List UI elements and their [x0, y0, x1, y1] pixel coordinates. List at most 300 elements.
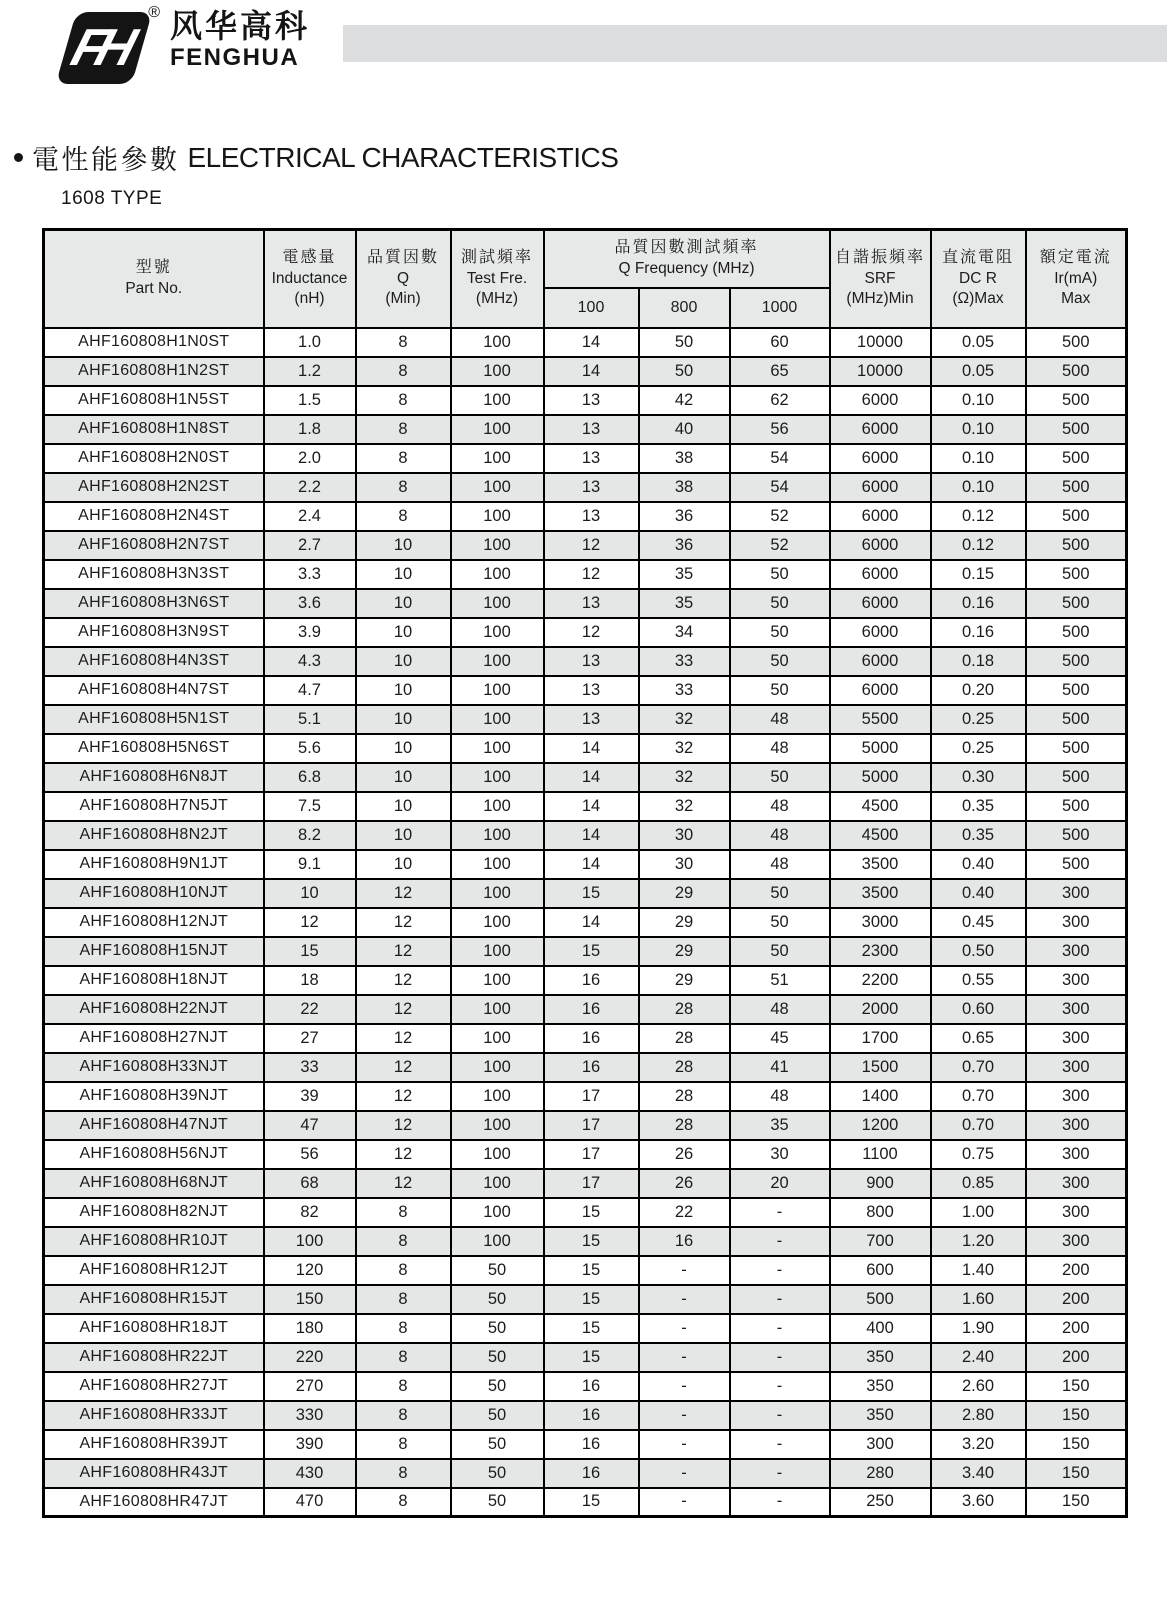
cell-part-no: AHF160808HR22JT: [44, 1343, 264, 1372]
cell-ir: 150: [1026, 1430, 1127, 1459]
cell-qfreq-800: 36: [639, 531, 730, 560]
cell-q: 10: [356, 792, 451, 821]
cell-q: 10: [356, 763, 451, 792]
section-title-english: ELECTRICAL CHARACTERISTICS: [187, 141, 619, 173]
cell-srf: 1200: [830, 1111, 931, 1140]
cell-srf: 2200: [830, 966, 931, 995]
table-row: [44, 1111, 1127, 1140]
cell-dcr: 0.70: [931, 1111, 1026, 1140]
cell-inductance: 33: [264, 1053, 356, 1082]
cell-qfreq-100: 14: [544, 850, 639, 879]
table-row: [44, 502, 1127, 531]
cell-ir: 200: [1026, 1343, 1127, 1372]
cell-test-fre: 100: [451, 792, 544, 821]
cell-dcr: 0.10: [931, 415, 1026, 444]
cell-qfreq-1000: -: [730, 1343, 830, 1372]
cell-qfreq-100: 16: [544, 1053, 639, 1082]
cell-dcr: 2.80: [931, 1401, 1026, 1430]
cell-test-fre: 50: [451, 1314, 544, 1343]
cell-test-fre: 100: [451, 734, 544, 763]
cell-part-no: AHF160808H2N0ST: [44, 444, 264, 473]
cell-q: 12: [356, 1111, 451, 1140]
cell-qfreq-800: 28: [639, 1053, 730, 1082]
cell-dcr: 3.20: [931, 1430, 1026, 1459]
cell-qfreq-800: 33: [639, 647, 730, 676]
cell-qfreq-100: 13: [544, 705, 639, 734]
cell-q: 8: [356, 386, 451, 415]
cell-qfreq-100: 15: [544, 937, 639, 966]
registered-trademark-icon: ®: [148, 4, 160, 21]
cell-inductance: 47: [264, 1111, 356, 1140]
cell-qfreq-800: -: [639, 1256, 730, 1285]
cell-q: 8: [356, 1401, 451, 1430]
cell-qfreq-1000: 20: [730, 1169, 830, 1198]
table-row: [44, 1401, 1127, 1430]
cell-ir: 500: [1026, 357, 1127, 386]
cell-q: 8: [356, 1343, 451, 1372]
cell-srf: 6000: [830, 386, 931, 415]
cell-qfreq-800: 34: [639, 618, 730, 647]
cell-dcr: 0.65: [931, 1024, 1026, 1053]
col-header-qfreq-1000: 1000: [730, 288, 830, 328]
table-row: [44, 937, 1127, 966]
cell-inductance: 3.3: [264, 560, 356, 589]
cell-qfreq-1000: 50: [730, 763, 830, 792]
cell-test-fre: 100: [451, 444, 544, 473]
cell-qfreq-1000: 30: [730, 1140, 830, 1169]
table-row: [44, 444, 1127, 473]
cell-part-no: AHF160808HR27JT: [44, 1372, 264, 1401]
cell-qfreq-100: 16: [544, 1430, 639, 1459]
cell-qfreq-100: 12: [544, 531, 639, 560]
cell-test-fre: 100: [451, 502, 544, 531]
cell-test-fre: 100: [451, 386, 544, 415]
cell-qfreq-800: 29: [639, 966, 730, 995]
cell-qfreq-100: 16: [544, 1024, 639, 1053]
cell-inductance: 15: [264, 937, 356, 966]
cell-test-fre: 100: [451, 676, 544, 705]
cell-test-fre: 100: [451, 1082, 544, 1111]
cell-part-no: AHF160808H1N2ST: [44, 357, 264, 386]
cell-qfreq-800: 50: [639, 328, 730, 357]
cell-qfreq-1000: 56: [730, 415, 830, 444]
cell-srf: 350: [830, 1343, 931, 1372]
cell-qfreq-1000: 48: [730, 1082, 830, 1111]
cell-inductance: 10: [264, 879, 356, 908]
cell-qfreq-1000: 54: [730, 473, 830, 502]
cell-qfreq-100: 17: [544, 1082, 639, 1111]
cell-srf: 5000: [830, 734, 931, 763]
cell-dcr: 0.10: [931, 386, 1026, 415]
cell-srf: 1100: [830, 1140, 931, 1169]
cell-inductance: 39: [264, 1082, 356, 1111]
cell-q: 8: [356, 1256, 451, 1285]
cell-qfreq-800: 30: [639, 821, 730, 850]
table-row: [44, 1343, 1127, 1372]
cell-qfreq-800: 38: [639, 473, 730, 502]
table-body: [44, 328, 1127, 1517]
cell-inductance: 3.6: [264, 589, 356, 618]
cell-inductance: 8.2: [264, 821, 356, 850]
cell-test-fre: 50: [451, 1343, 544, 1372]
cell-ir: 500: [1026, 560, 1127, 589]
cell-qfreq-100: 16: [544, 1459, 639, 1488]
cell-ir: 500: [1026, 328, 1127, 357]
cell-test-fre: 100: [451, 908, 544, 937]
cell-q: 12: [356, 937, 451, 966]
cell-ir: 300: [1026, 1053, 1127, 1082]
cell-part-no: AHF160808H3N6ST: [44, 589, 264, 618]
cell-test-fre: 100: [451, 328, 544, 357]
cell-q: 12: [356, 1169, 451, 1198]
section-title-chinese: 電性能參數: [32, 145, 180, 175]
cell-inductance: 6.8: [264, 763, 356, 792]
cell-test-fre: 100: [451, 937, 544, 966]
cell-dcr: 0.35: [931, 792, 1026, 821]
cell-qfreq-1000: 50: [730, 908, 830, 937]
table-row: [44, 415, 1127, 444]
table-row: [44, 647, 1127, 676]
cell-part-no: AHF160808H1N5ST: [44, 386, 264, 415]
cell-ir: 300: [1026, 879, 1127, 908]
cell-ir: 300: [1026, 1140, 1127, 1169]
cell-test-fre: 100: [451, 473, 544, 502]
cell-qfreq-1000: 62: [730, 386, 830, 415]
cell-qfreq-800: 38: [639, 444, 730, 473]
cell-qfreq-800: 32: [639, 705, 730, 734]
cell-ir: 150: [1026, 1459, 1127, 1488]
cell-part-no: AHF160808H27NJT: [44, 1024, 264, 1053]
company-name-chinese: 风华高科: [170, 8, 311, 44]
cell-ir: 300: [1026, 1024, 1127, 1053]
cell-qfreq-1000: -: [730, 1372, 830, 1401]
cell-q: 8: [356, 328, 451, 357]
cell-part-no: AHF160808H56NJT: [44, 1140, 264, 1169]
cell-dcr: 1.00: [931, 1198, 1026, 1227]
cell-qfreq-800: 30: [639, 850, 730, 879]
cell-srf: 2000: [830, 995, 931, 1024]
cell-ir: 150: [1026, 1372, 1127, 1401]
cell-srf: 700: [830, 1227, 931, 1256]
cell-part-no: AHF160808HR47JT: [44, 1488, 264, 1517]
table-row: [44, 1314, 1127, 1343]
cell-qfreq-800: -: [639, 1488, 730, 1517]
cell-srf: 1500: [830, 1053, 931, 1082]
cell-srf: 6000: [830, 560, 931, 589]
cell-qfreq-800: 32: [639, 734, 730, 763]
cell-qfreq-100: 14: [544, 357, 639, 386]
cell-srf: 6000: [830, 676, 931, 705]
cell-test-fre: 100: [451, 1198, 544, 1227]
col-header-ir: 額定電流 Ir(mA) Max: [1026, 230, 1127, 328]
cell-qfreq-800: 28: [639, 1082, 730, 1111]
cell-inductance: 430: [264, 1459, 356, 1488]
table-row: [44, 1256, 1127, 1285]
table-row: [44, 1459, 1127, 1488]
cell-q: 8: [356, 415, 451, 444]
cell-q: 8: [356, 1372, 451, 1401]
table-row: [44, 618, 1127, 647]
cell-qfreq-1000: 50: [730, 676, 830, 705]
cell-ir: 300: [1026, 1198, 1127, 1227]
cell-dcr: 0.10: [931, 473, 1026, 502]
cell-srf: 300: [830, 1430, 931, 1459]
cell-test-fre: 100: [451, 560, 544, 589]
cell-qfreq-1000: -: [730, 1285, 830, 1314]
cell-qfreq-800: 36: [639, 502, 730, 531]
cell-qfreq-800: -: [639, 1372, 730, 1401]
cell-dcr: 0.55: [931, 966, 1026, 995]
cell-test-fre: 100: [451, 415, 544, 444]
cell-dcr: 0.05: [931, 328, 1026, 357]
cell-inductance: 1.5: [264, 386, 356, 415]
table-row: [44, 1488, 1127, 1517]
cell-srf: 3500: [830, 850, 931, 879]
cell-q: 12: [356, 879, 451, 908]
cell-srf: 6000: [830, 444, 931, 473]
cell-qfreq-100: 17: [544, 1169, 639, 1198]
cell-inductance: 100: [264, 1227, 356, 1256]
cell-qfreq-800: 26: [639, 1140, 730, 1169]
cell-ir: 500: [1026, 386, 1127, 415]
cell-part-no: AHF160808H5N6ST: [44, 734, 264, 763]
cell-part-no: AHF160808H15NJT: [44, 937, 264, 966]
table-row: [44, 1227, 1127, 1256]
cell-srf: 4500: [830, 792, 931, 821]
cell-qfreq-100: 17: [544, 1111, 639, 1140]
cell-qfreq-100: 14: [544, 792, 639, 821]
cell-qfreq-100: 16: [544, 1401, 639, 1430]
cell-q: 10: [356, 734, 451, 763]
cell-ir: 500: [1026, 444, 1127, 473]
cell-q: 8: [356, 1430, 451, 1459]
cell-ir: 500: [1026, 850, 1127, 879]
cell-test-fre: 50: [451, 1488, 544, 1517]
cell-test-fre: 100: [451, 850, 544, 879]
cell-qfreq-1000: 48: [730, 995, 830, 1024]
cell-qfreq-1000: -: [730, 1256, 830, 1285]
cell-ir: 150: [1026, 1488, 1127, 1517]
cell-qfreq-800: 29: [639, 937, 730, 966]
cell-ir: 500: [1026, 763, 1127, 792]
cell-dcr: 0.70: [931, 1082, 1026, 1111]
table-row: [44, 966, 1127, 995]
cell-qfreq-1000: 48: [730, 821, 830, 850]
cell-inductance: 150: [264, 1285, 356, 1314]
cell-qfreq-1000: 50: [730, 560, 830, 589]
cell-ir: 300: [1026, 1111, 1127, 1140]
cell-part-no: AHF160808H1N8ST: [44, 415, 264, 444]
cell-qfreq-100: 13: [544, 676, 639, 705]
cell-dcr: 0.85: [931, 1169, 1026, 1198]
cell-qfreq-100: 15: [544, 879, 639, 908]
table-row: [44, 1285, 1127, 1314]
cell-qfreq-100: 16: [544, 995, 639, 1024]
cell-ir: 500: [1026, 589, 1127, 618]
col-header-qfreq-800: 800: [639, 288, 730, 328]
logo-mark-letters: FH: [65, 19, 135, 77]
cell-qfreq-800: 22: [639, 1198, 730, 1227]
cell-ir: 200: [1026, 1314, 1127, 1343]
cell-test-fre: 100: [451, 531, 544, 560]
cell-ir: 300: [1026, 937, 1127, 966]
table-row: [44, 1169, 1127, 1198]
cell-test-fre: 100: [451, 879, 544, 908]
table-row: [44, 879, 1127, 908]
cell-dcr: 0.30: [931, 763, 1026, 792]
cell-srf: 3000: [830, 908, 931, 937]
cell-qfreq-800: 50: [639, 357, 730, 386]
cell-dcr: 0.15: [931, 560, 1026, 589]
cell-qfreq-100: 15: [544, 1227, 639, 1256]
cell-part-no: AHF160808H3N9ST: [44, 618, 264, 647]
cell-part-no: AHF160808H10NJT: [44, 879, 264, 908]
cell-dcr: 0.12: [931, 502, 1026, 531]
cell-qfreq-100: 13: [544, 415, 639, 444]
cell-srf: 6000: [830, 589, 931, 618]
cell-q: 8: [356, 1198, 451, 1227]
cell-part-no: AHF160808H3N3ST: [44, 560, 264, 589]
cell-part-no: AHF160808HR39JT: [44, 1430, 264, 1459]
cell-ir: 300: [1026, 908, 1127, 937]
cell-qfreq-800: -: [639, 1459, 730, 1488]
cell-qfreq-800: 29: [639, 879, 730, 908]
cell-qfreq-800: 35: [639, 589, 730, 618]
cell-qfreq-1000: 45: [730, 1024, 830, 1053]
cell-srf: 5500: [830, 705, 931, 734]
cell-q: 8: [356, 1488, 451, 1517]
table-row: [44, 792, 1127, 821]
cell-dcr: 0.25: [931, 734, 1026, 763]
cell-q: 10: [356, 676, 451, 705]
cell-inductance: 3.9: [264, 618, 356, 647]
cell-qfreq-800: -: [639, 1314, 730, 1343]
cell-inductance: 27: [264, 1024, 356, 1053]
cell-srf: 6000: [830, 618, 931, 647]
cell-dcr: 1.40: [931, 1256, 1026, 1285]
logo-text: [170, 8, 310, 70]
cell-part-no: AHF160808H22NJT: [44, 995, 264, 1024]
cell-part-no: AHF160808H7N5JT: [44, 792, 264, 821]
cell-qfreq-1000: -: [730, 1401, 830, 1430]
cell-dcr: 0.16: [931, 589, 1026, 618]
table-row: [44, 908, 1127, 937]
cell-ir: 500: [1026, 415, 1127, 444]
cell-part-no: AHF160808H2N4ST: [44, 502, 264, 531]
cell-dcr: 3.40: [931, 1459, 1026, 1488]
cell-qfreq-100: 14: [544, 908, 639, 937]
cell-test-fre: 100: [451, 821, 544, 850]
cell-part-no: AHF160808H5N1ST: [44, 705, 264, 734]
cell-inductance: 180: [264, 1314, 356, 1343]
table-header: [44, 230, 1127, 328]
cell-test-fre: 100: [451, 1024, 544, 1053]
cell-qfreq-100: 17: [544, 1140, 639, 1169]
cell-ir: 500: [1026, 676, 1127, 705]
cell-inductance: 9.1: [264, 850, 356, 879]
cell-inductance: 120: [264, 1256, 356, 1285]
cell-srf: 10000: [830, 357, 931, 386]
cell-dcr: 0.12: [931, 531, 1026, 560]
cell-srf: 6000: [830, 502, 931, 531]
cell-dcr: 1.90: [931, 1314, 1026, 1343]
cell-srf: 280: [830, 1459, 931, 1488]
cell-part-no: AHF160808H18NJT: [44, 966, 264, 995]
cell-ir: 500: [1026, 531, 1127, 560]
cell-qfreq-800: -: [639, 1285, 730, 1314]
cell-qfreq-1000: 35: [730, 1111, 830, 1140]
cell-ir: 150: [1026, 1401, 1127, 1430]
cell-inductance: 470: [264, 1488, 356, 1517]
cell-part-no: AHF160808HR43JT: [44, 1459, 264, 1488]
cell-inductance: 22: [264, 995, 356, 1024]
cell-qfreq-100: 14: [544, 821, 639, 850]
company-logo: [58, 4, 311, 86]
cell-ir: 300: [1026, 1082, 1127, 1111]
cell-ir: 500: [1026, 792, 1127, 821]
col-header-srf: 自諧振頻率 SRF (MHz)Min: [830, 230, 931, 328]
cell-qfreq-100: 13: [544, 647, 639, 676]
cell-part-no: AHF160808H2N2ST: [44, 473, 264, 502]
cell-inductance: 56: [264, 1140, 356, 1169]
cell-qfreq-1000: 48: [730, 850, 830, 879]
cell-qfreq-1000: 51: [730, 966, 830, 995]
col-header-part-no: 型號 Part No.: [44, 230, 264, 328]
cell-qfreq-100: 12: [544, 560, 639, 589]
cell-q: 8: [356, 1285, 451, 1314]
cell-srf: 6000: [830, 415, 931, 444]
cell-qfreq-800: 28: [639, 995, 730, 1024]
table-row: [44, 531, 1127, 560]
cell-inductance: 1.8: [264, 415, 356, 444]
cell-inductance: 5.6: [264, 734, 356, 763]
cell-inductance: 1.2: [264, 357, 356, 386]
cell-test-fre: 100: [451, 1169, 544, 1198]
cell-test-fre: 100: [451, 1227, 544, 1256]
cell-qfreq-800: -: [639, 1343, 730, 1372]
cell-q: 10: [356, 850, 451, 879]
cell-qfreq-800: 28: [639, 1111, 730, 1140]
section-title: [14, 138, 618, 177]
col-header-dcr: 直流電阻 DC R (Ω)Max: [931, 230, 1026, 328]
cell-qfreq-1000: -: [730, 1314, 830, 1343]
cell-qfreq-800: 40: [639, 415, 730, 444]
cell-inductance: 4.3: [264, 647, 356, 676]
cell-qfreq-1000: 41: [730, 1053, 830, 1082]
cell-qfreq-100: 15: [544, 1198, 639, 1227]
cell-ir: 300: [1026, 966, 1127, 995]
cell-qfreq-100: 14: [544, 734, 639, 763]
cell-part-no: AHF160808H12NJT: [44, 908, 264, 937]
cell-qfreq-1000: 50: [730, 589, 830, 618]
cell-part-no: AHF160808H39NJT: [44, 1082, 264, 1111]
cell-qfreq-1000: -: [730, 1198, 830, 1227]
cell-srf: 350: [830, 1401, 931, 1430]
cell-srf: 900: [830, 1169, 931, 1198]
cell-qfreq-100: 15: [544, 1256, 639, 1285]
cell-qfreq-1000: -: [730, 1488, 830, 1517]
col-header-qfreq-100: 100: [544, 288, 639, 328]
table-row: [44, 734, 1127, 763]
cell-dcr: 0.75: [931, 1140, 1026, 1169]
cell-inductance: 2.7: [264, 531, 356, 560]
cell-inductance: 390: [264, 1430, 356, 1459]
cell-qfreq-800: 16: [639, 1227, 730, 1256]
cell-test-fre: 50: [451, 1372, 544, 1401]
cell-part-no: AHF160808HR10JT: [44, 1227, 264, 1256]
cell-q: 12: [356, 966, 451, 995]
cell-qfreq-800: 29: [639, 908, 730, 937]
